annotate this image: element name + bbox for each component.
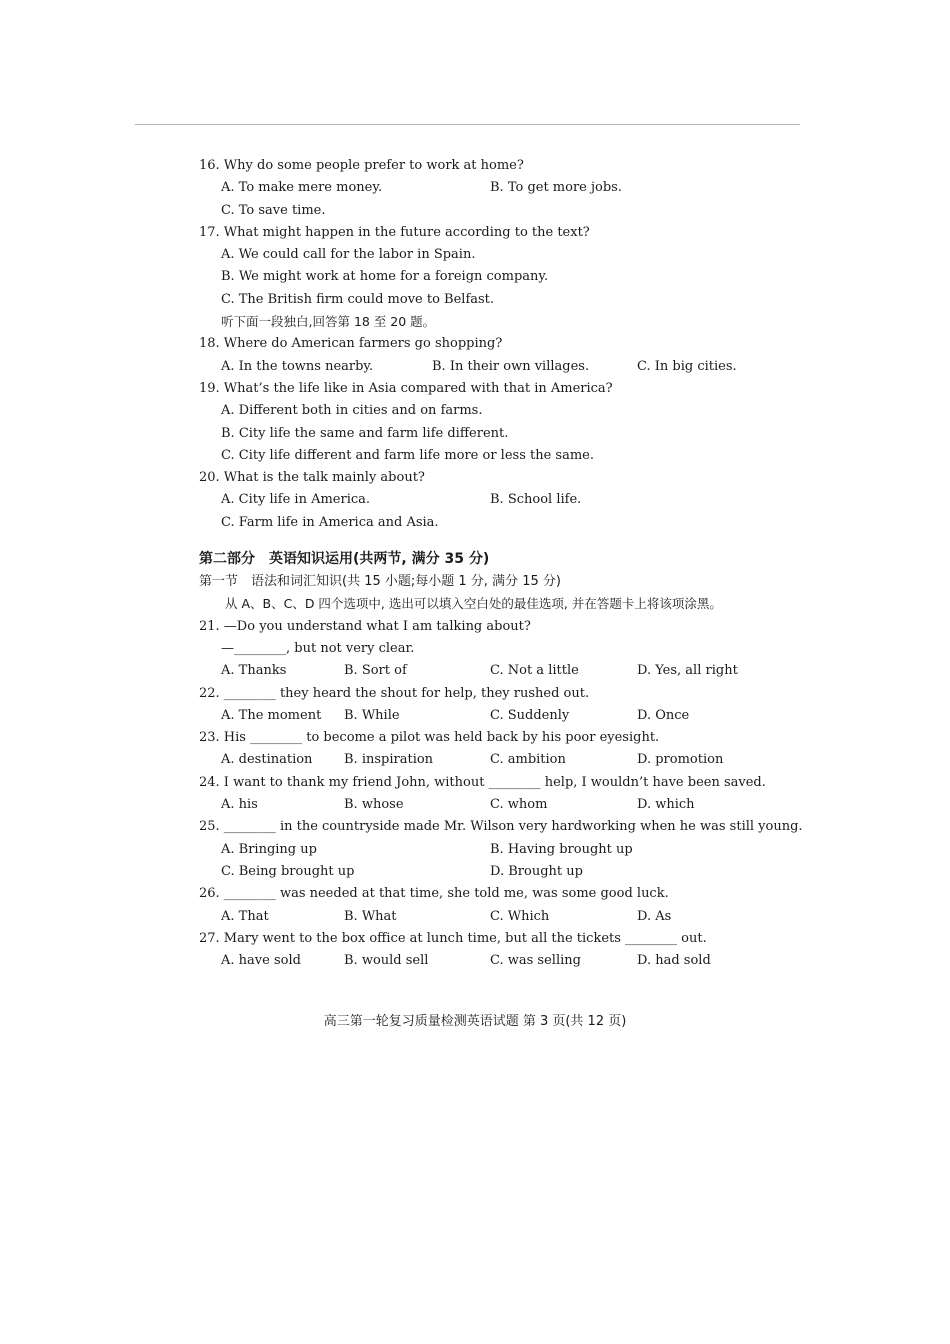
question-24-stem: 24. I want to thank my friend John, without ________ help, I wouldn’t have been saved.	[199, 774, 766, 790]
question-18-options-row	[199, 356, 759, 378]
question-22-option-c: C. Suddenly	[490, 707, 570, 723]
question-20-stem: 20. What is the talk mainly about?	[199, 470, 425, 486]
question-23-option-c: C. ambition	[490, 752, 566, 768]
page-footer: 高三第一轮复习质量检测英语试题 第 3 页(共 12 页)	[323, 1014, 627, 1029]
question-27-stem: 27. Mary went to the box office at lunch time, but all the tickets ________ out.	[199, 930, 707, 946]
question-18-option-b: B. In their own villages.	[432, 358, 590, 374]
question-16-option-b: B. To get more jobs.	[490, 180, 622, 196]
part-two-instruction: 从 A、B、C、D 四个选项中, 选出可以填入空白处的最佳选项, 并在答题卡上将该项涂黑。	[225, 596, 722, 612]
instruction-18-20: 听下面一段独白,回答第 18 至 20 题。	[221, 314, 436, 330]
section-gap	[199, 534, 759, 547]
question-26-option-b: B. What	[344, 908, 397, 924]
question-20-option-b: B. School life.	[490, 492, 582, 508]
question-24-options-row	[199, 794, 759, 816]
exam-content	[199, 155, 803, 972]
question-25-options-row-2	[199, 861, 759, 883]
question-16-stem: 16. Why do some people prefer to work at home?	[199, 158, 524, 173]
question-24-option-d: D. which	[637, 797, 695, 813]
question-18-stem: 18. Where do American farmers go shopping?	[199, 336, 503, 352]
question-22-stem: 22. ________ they heard the shout for help, they rushed out.	[199, 685, 590, 701]
question-25-option-b: B. Having brought up	[490, 841, 633, 857]
question-19-stem: 19. What’s the life like in Asia compared with that in America?	[199, 380, 613, 396]
section-one-title: 第一节 语法和词汇知识(共 15 小题;每小题 1 分, 满分 15 分)	[199, 574, 561, 590]
question-23-stem: 23. His ________ to become a pilot was held back by his poor eyesight.	[199, 730, 660, 746]
question-27-options-row	[199, 950, 759, 972]
question-27-option-c: C. was selling	[490, 953, 581, 969]
question-23-options-row	[199, 749, 759, 771]
question-21-stem: 21. —Do you understand what I am talking about?	[199, 618, 531, 634]
part-two-title: 第二部分 英语知识运用(共两节, 满分 35 分)	[199, 551, 490, 568]
question-21-option-c: C. Not a little	[490, 663, 579, 679]
question-23-option-b: B. inspiration	[344, 752, 434, 768]
question-20-option-c: C. Farm life in America and Asia.	[221, 514, 439, 530]
question-18-option-c: C. In big cities.	[637, 358, 737, 374]
question-22-option-a: A. The moment	[221, 707, 322, 723]
question-16-options-row	[199, 177, 759, 199]
question-21-option-b: B. Sort of	[344, 663, 407, 679]
question-22-option-d: D. Once	[637, 707, 690, 723]
question-23-option-d: D. promotion	[637, 752, 724, 768]
question-22-options-row	[199, 705, 759, 727]
question-25-stem: 25. ________ in the countryside made Mr. Wilson very hardworking when he was still young.	[199, 819, 803, 835]
question-23-option-a: A. destination	[221, 752, 313, 768]
question-18-option-a: A. In the towns nearby.	[221, 358, 374, 374]
question-26-stem: 26. ________ was needed at that time, she told me, was some good luck.	[199, 886, 669, 902]
question-22-option-b: B. While	[344, 707, 400, 723]
question-26-option-a: A. That	[221, 908, 269, 924]
question-19-option-b: B. City life the same and farm life different.	[221, 425, 509, 441]
question-25-option-d: D. Brought up	[490, 863, 583, 879]
question-17-option-a: A. We could call for the labor in Spain.	[221, 247, 476, 263]
question-17-stem: 17. What might happen in the future according to the text?	[199, 224, 590, 240]
question-25-option-a: A. Bringing up	[221, 841, 317, 857]
question-16-option-c: C. To save time.	[221, 202, 326, 218]
question-17-option-b: B. We might work at home for a foreign company.	[221, 269, 549, 285]
question-25-option-c: C. Being brought up	[221, 863, 355, 879]
question-20-options-row	[199, 489, 759, 511]
question-26-option-d: D. As	[637, 908, 672, 924]
question-25-options-row-1	[199, 839, 759, 861]
question-19-option-c: C. City life different and farm life more or less the same.	[221, 447, 595, 463]
question-24-option-c: C. whom	[490, 797, 548, 813]
question-24-option-b: B. whose	[344, 797, 404, 813]
question-20-option-a: A. City life in America.	[221, 492, 371, 508]
question-21-option-d: D. Yes, all right	[637, 663, 738, 679]
question-21-option-a: A. Thanks	[221, 663, 287, 679]
question-24-option-a: A. his	[221, 797, 258, 813]
question-26-options-row	[199, 906, 759, 928]
question-27-option-a: A. have sold	[221, 953, 301, 969]
question-21-options-row	[199, 660, 759, 682]
question-27-option-d: D. had sold	[637, 953, 711, 969]
question-27-option-b: B. would sell	[344, 953, 429, 969]
top-rule	[135, 124, 800, 125]
question-17-option-c: C. The British firm could move to Belfast.	[221, 291, 495, 307]
question-16-option-a: A. To make mere money.	[221, 180, 383, 196]
question-19-option-a: A. Different both in cities and on farms.	[221, 403, 483, 419]
question-26-option-c: C. Which	[490, 908, 550, 924]
question-21-reply: —________, but not very clear.	[221, 640, 415, 656]
